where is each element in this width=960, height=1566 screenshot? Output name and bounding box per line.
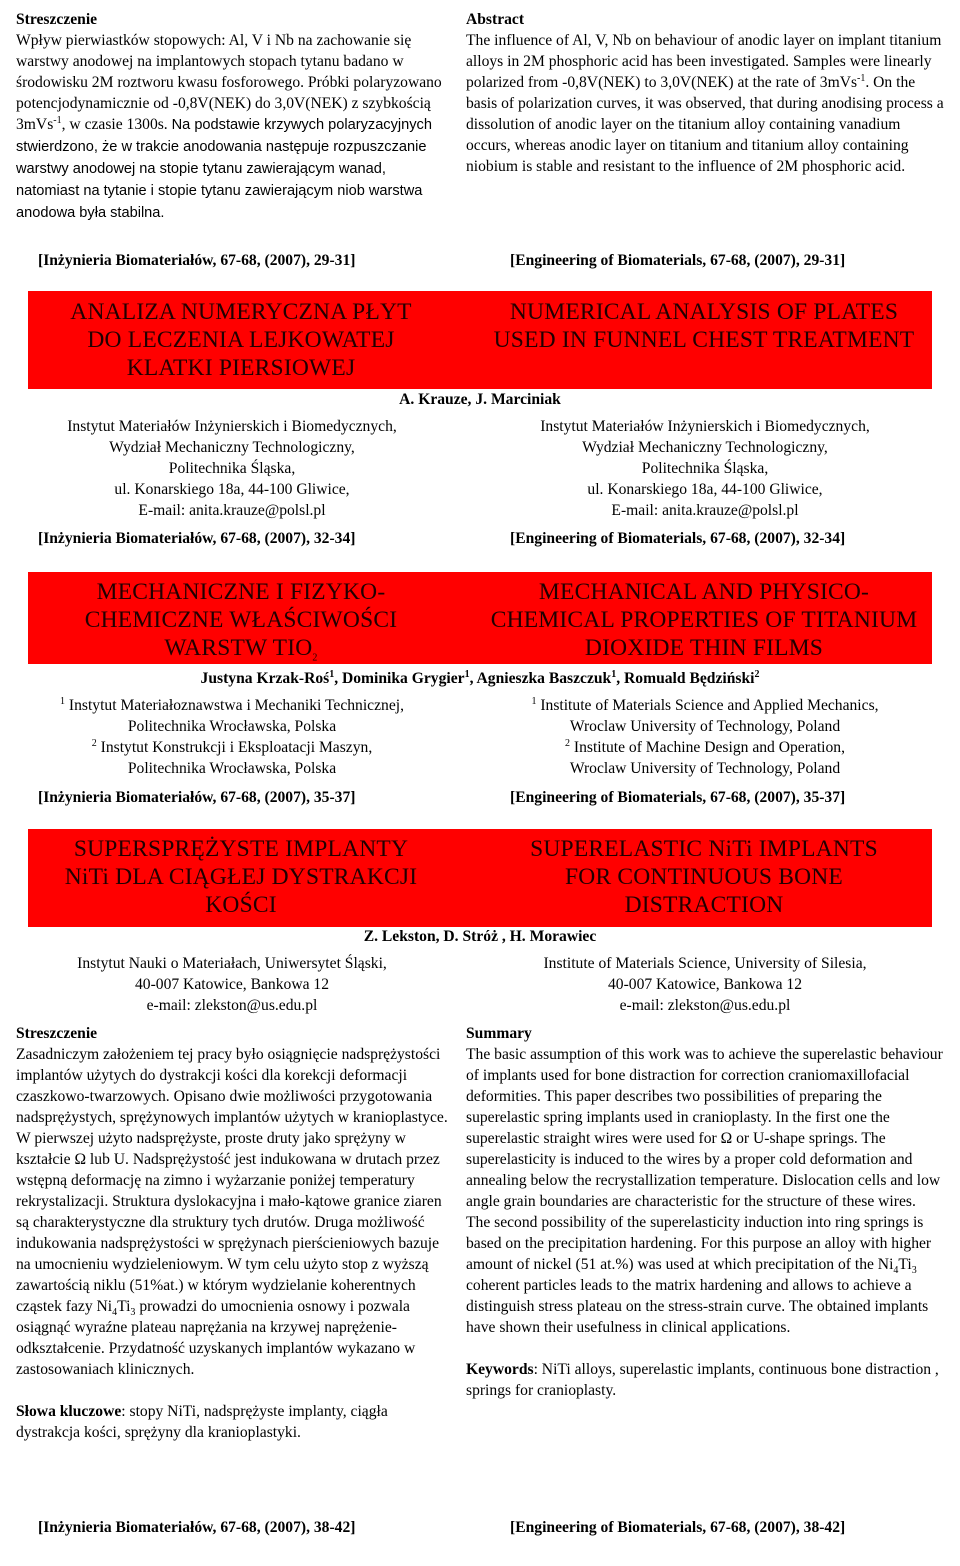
s1-en-heading: Abstract [466,11,525,28]
s2-en-citation: [Engineering of Biomaterials, 67-68, (2007), 32-34] [510,530,846,547]
s4-en-heading: Summary [466,1025,532,1042]
s1-pl-citation: [Inżynieria Biomateriałów, 67-68, (2007), 29-31] [38,252,356,269]
s3-en-citation: [Engineering of Biomaterials, 67-68, (2007), 35-37] [510,789,846,806]
s4-en-body: The basic assumption of this work was to achieve the superelastic behaviour of implants used for bone distraction for correction craniomaxillofacial deformities. This paper describes two possibilities of preparing the superelastic spring implants used in cranioplasty. In the first one the superelastic straight wires were used for Ω or U-shape springs. The superelasticity is induced to the wires by a proper cold deformation and annealing below the recrystallization temperature. Dislocation cells and low angle grain boundaries are characteristic for the structure of these wires. [466,1046,943,1210]
s4-en-column [466,1023,944,1401]
s2-en-title: NUMERICAL ANALYSIS OF PLATES USED IN FUNNEL CHEST TREATMENT [493,299,915,353]
s2-en-affiliation: Instytut Materiałów Inżynierskich i Biomedycznych, Wydział Mechaniczny Technologiczny, Politechnika Śląska, ul. Konarskiego 18a, 44-100 Gliwice, E-mail: anita.krauze@polsl.pl [540,418,870,519]
s1-pl-column [16,9,448,224]
s2-pl-citation: [Inżynieria Biomateriałów, 67-68, (2007), 32-34] [38,530,356,547]
s2-authors: A. Krauze, J. Marciniak [399,391,561,408]
s2-pl-title: ANALIZA NUMERYCZNA PŁYT DO LECZENIA LEJKOWATEJ KLATKI PIERSIOWEJ [70,299,412,381]
s2-pl-affiliation: Instytut Materiałów Inżynierskich i Biomedycznych, Wydział Mechaniczny Technologiczny, Politechnika Śląska, ul. Konarskiego 18a, 44-100 Gliwice, E-mail: anita.krauze@polsl.pl [67,418,397,519]
s1-en-citation: [Engineering of Biomaterials, 67-68, (2007), 29-31] [510,252,846,269]
s3-pl-citation: [Inżynieria Biomateriałów, 67-68, (2007), 35-37] [38,789,356,806]
s1-pl-heading: Streszczenie [16,11,98,28]
s4-en-keywords: Keywords: NiTi alloys, superelastic implants, continuous bone distraction , springs for cranioplasty. [466,1361,939,1399]
s1-pl-body: Wpływ pierwiastków stopowych: Al, V i Nb na zachowanie się warstwy anodowej na implantowych stopach tytanu badano w środowisku 2M roztworu kwasu fosforowego. Próbki polaryzowano potencjodynamicznie od -0,8V(NEK) do 3,0V(NEK) z szybkością 3mVs$^{-1}$, w czasie 1300s. Na podstawie krzywych polaryzacyjnych stwierdzono, że w trakcie anodowania następuje rozpuszczanie warstwy anodowej na stopie tytanu zawierającym wanad, natomiast na tytanie i stopie tytanu zawierającym niob warstwa anodowa była stabilna. [16,32,442,221]
s4-pl-column [16,1023,448,1443]
s4-authors: Z. Lekston, D. Stróż , H. Morawiec [363,928,597,945]
s4-pl-body: Zasadniczym założeniem tej pracy było osiągnięcie nadsprężystości implantów użytych do dystrakcji kości dla korekcji deformacji czaszkowo-twarzowych. Opisano dwie możliwości przygotowania nadsprężystych, sprężynowych implantów użytych w kranioplastyce. W pierwszej użyto nadsprężyste, proste druty jako sprężyny w kształcie Ω lub U. Nadsprężystość jest indukowana w drutach przez wstępną deformację na zimno i wyżarzanie poniżej temperatury rekrystalizacji. Struktura dyslokacyjna i mało-kątowe granice ziaren są charakterystyczne dla struktury tych drutów. Druga możliwość indukowania nadsprężystości w sprężynach pierścieniowych bazuje na umocnieniu wydzieleniowym. W tym celu użyto stop z wyższą zawartością niklu (51%at.) w którym wydzielanie koherentnych cząstek fazy $Ni_4Ti_3$ prowadzi do umocnienia osnowy i pozwala osiągnąć wyraźne plateau naprężania na krzywej naprężenie-odkształcenie. Przydatność uzyskanych implantów wykazano w zastosowaniach klinicznych. [16,1046,448,1378]
s4-en-body-2: The second possibility of the superelasticity induction into ring springs is based on the precipitation hardening. For this purpose an alloy with higher amount of nickel (51 at.%) was used at which precipitation of the $Ni_4Ti_3$ coherent particles leads to the matrix hardening and allows to achieve a distinguish stress plateau on the stress-strain curve. The obtained implants have shown their usefulness in clinical applications. [466,1214,932,1336]
s4-en-title: SUPERELASTIC NiTi IMPLANTS FOR CONTINUOUS BONE DISTRACTION [530,836,878,918]
s3-authors: Justyna Krzak-Roś$^1$, Dominika Grygier$^1$, Agnieszka Baszczuk$^1$, Romuald Będziński$^2$ [200,668,760,687]
s4-pl-affiliation: Instytut Nauki o Materiałach, Uniwersytet Śląski, 40-007 Katowice, Bankowa 12 e-mail: zlekston@us.edu.pl [77,955,387,1014]
s4-en-citation: [Engineering of Biomaterials, 67-68, (2007), 38-42] [510,1519,846,1536]
s4-pl-keywords: Słowa kluczowe: stopy NiTi, nadsprężyste implanty, ciągła dystrakcja kości, sprężyny dla kranioplastyki. [16,1403,388,1441]
s3-en-affiliation: $^1$ Institute of Materials Science and Applied Mechanics, Wroclaw University of Technology, Poland $^2$ Institute of Machine Design and Operation, Wroclaw University of Technology, Poland [531,695,879,777]
s4-pl-citation: [Inżynieria Biomateriałów, 67-68, (2007), 38-42] [38,1519,356,1536]
s3-pl-title: MECHANICZNE I FIZYKO- CHEMICZNE WŁAŚCIWOŚCI WARSTW $TIO_2$ [84,579,398,664]
s4-pl-title: SUPERSPRĘŻYSTE IMPLANTY NiTi DLA CIĄGŁEJ DYSTRAKCJI KOŚCI [64,836,418,918]
s3-en-title: MECHANICAL AND PHYSICO- CHEMICAL PROPERTIES OF TITANIUM DIOXIDE THIN FILMS [490,579,918,661]
s3-pl-affiliation: $^1$ Instytut Materiałoznawstwa i Mechaniki Technicznej, Politechnika Wrocławska, Polska $^2$ Instytut Konstrukcji i Eksploatacji Maszyn, Politechnika Wrocławska, Polska [60,695,404,777]
s1-en-body: The influence of Al, V, Nb on behaviour of anodic layer on implant titanium alloys in 2M phosphoric acid has been investigated. Samples were linearly polarized from -0,8V(NEK) to 3,0V(NEK) at the rate of 3mVs$^{-1}$. On the basis of polarization curves, it was observed, that during anodising process a dissolution of anodic layer on the titanium alloy containing vanadium occurs, whereas anodic layer on titanium and titanium alloy containing niobium is stable and resistant to the influence of 2M phosphoric acid. [466,32,944,175]
s4-en-affiliation: Institute of Materials Science, University of Silesia, 40-007 Katowice, Bankowa 12 e-mail: zlekston@us.edu.pl [543,955,867,1014]
s4-pl-heading: Streszczenie [16,1025,98,1042]
s1-en-column [466,9,944,177]
